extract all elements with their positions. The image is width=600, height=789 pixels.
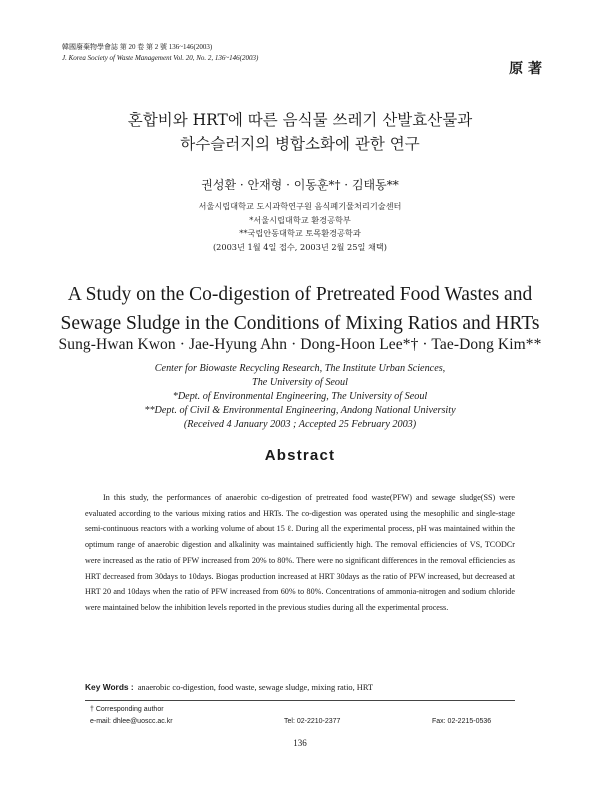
journal-header — [62, 42, 258, 64]
article-type-label: 原 著 — [509, 61, 542, 77]
corresponding-email: e-mail: dhlee@uoscc.ac.kr — [90, 718, 173, 725]
english-dates: (Received 4 January 2003 ; Accepted 25 February 2003) — [183, 419, 417, 430]
keywords — [85, 682, 373, 692]
journal-header-korean: 韓國廢棄物學會誌 第 20 卷 第 2 號 136~146(2003) — [62, 43, 213, 51]
abstract-heading: Abstract — [264, 447, 336, 464]
abstract-body: In this study, the performances of anaerobic co-digestion of pretreated food waste(PFW) and sewage sludge(SS) were evaluated according to the various mixing ratios and HRTs. The co-digestion was operated using the mesophilic and single-stage semi-continuous reactors with a working volume of about 15 ℓ. During all the experimental process, pH was maintained within the optimum range of anaerobic digestion and alkalinity was maintained sufficiently high. The removal efficiencies of VS, TCODCr were increased as the ratio of PFW increased from 20% to 80%. There were no significant differences in the removal efficiencies as HRT decreased from 30days to 10days. Biogas production increased at HRT 30days as the ratio of PFW increased, but decreased at HRT 20 and 10days when the ratio of PFW increased from 60% to 80%. Concentrations of ammonia-nitrogen and sodium chloride were maintained below the inhibition levels reported in the previous studies during all the experimental process. — [85, 493, 515, 612]
korean-affiliation-2: *서울시립대학교 환경공학부 — [249, 214, 351, 225]
korean-authors: 권성환 · 안재형 · 이동훈*† · 김태동** — [201, 178, 399, 192]
korean-title-line-1: 혼합비와 HRT에 따른 음식물 쓰레기 산발효산물과 — [127, 111, 473, 129]
english-affiliation-3: *Dept. of Environmental Engineering, The University of Seoul — [172, 391, 428, 402]
korean-affiliation-3: **국립안동대학교 토목환경공학과 — [239, 228, 361, 239]
english-title-line-2: Sewage Sludge in the Conditions of Mixing Ratios and HRTs — [60, 313, 540, 334]
korean-title — [0, 108, 600, 156]
english-affiliation-4: **Dept. of Civil & Environmental Engineering, Andong National University — [144, 405, 456, 416]
corresponding-fax: Fax: 02-2215-0536 — [432, 718, 492, 725]
english-affiliation-1: Center for Biowaste Recycling Research, The Institute Urban Sciences, — [154, 363, 446, 374]
english-title-line-1: A Study on the Co-digestion of Pretreated Food Wastes and — [67, 284, 533, 305]
korean-affiliations — [0, 200, 600, 254]
keywords-text: anaerobic co-digestion, food waste, sewage sludge, mixing ratio, HRT — [137, 683, 374, 692]
korean-affiliation-1: 서울시립대학교 도시과학연구원 음식폐기물처리기술센터 — [198, 201, 402, 211]
korean-title-line-2: 하수슬러지의 병합소화에 관한 연구 — [180, 135, 420, 153]
corresponding-tel: Tel: 02-2210-2377 — [284, 718, 341, 725]
keywords-label: Key Words : — [85, 682, 134, 692]
corresponding-author-note: † Corresponding author — [90, 706, 164, 713]
footnote-divider — [85, 700, 515, 701]
english-affiliations — [0, 362, 600, 432]
english-authors: Sung-Hwan Kwon · Jae-Hyung Ahn · Dong-Hoon Lee*† · Tae-Dong Kim** — [58, 336, 542, 353]
korean-dates: (2003년 1월 4일 접수, 2003년 2월 25일 채택) — [212, 241, 388, 252]
english-title — [0, 280, 600, 338]
journal-header-english: J. Korea Society of Waste Management Vol. 20, No. 2, 136~146(2003) — [62, 54, 259, 62]
page-number: 136 — [293, 738, 307, 748]
english-affiliation-2: The University of Seoul — [252, 377, 348, 388]
